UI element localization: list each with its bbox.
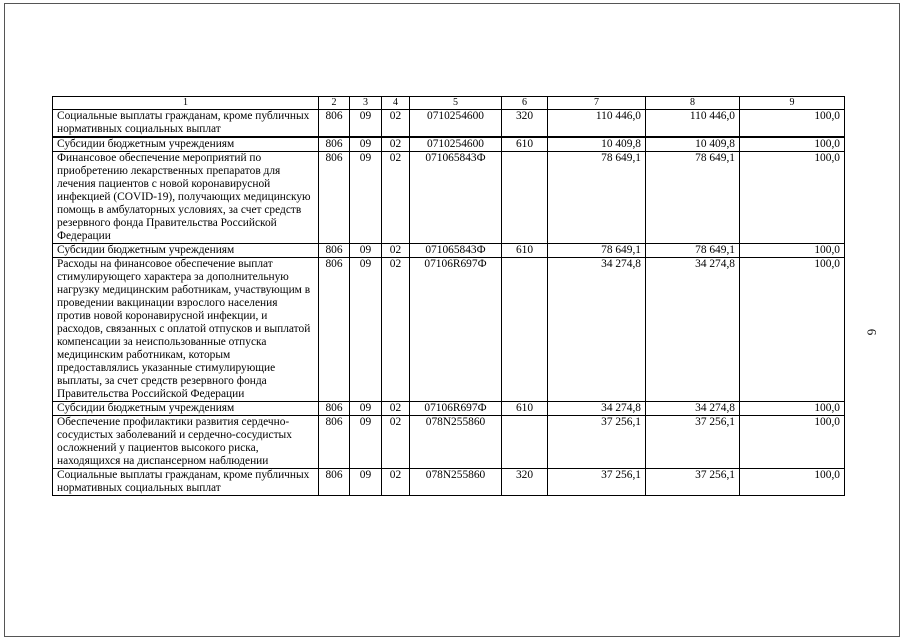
cell-actual-amount: 37 256,1: [646, 469, 740, 496]
cell-expense-type: 320: [502, 469, 548, 496]
cell-section-code: 806: [319, 244, 350, 258]
cell-section-code: 806: [319, 402, 350, 416]
cell-name: Расходы на финансовое обеспечение выплат стимулирующего характера за дополнительную нагрузку медицинским работникам, участвующим в проведении вакцинации взрослого населения против новой коронавирусной инфекции, и расходов, связанных с оплатой отпусков и выплатой компенсации за неиспользованные отпуска медицинским работникам, которым предоставлялись указанные стимулирующие выплаты, за счет средств резервного фонда Правительства Российской Федерации: [53, 258, 319, 402]
table-row: [53, 469, 845, 496]
cell-expense-type: 610: [502, 402, 548, 416]
cell-item-code: 02: [382, 110, 410, 138]
cell-name: Субсидии бюджетным учреждениям: [53, 137, 319, 152]
cell-section-code: 806: [319, 469, 350, 496]
cell-section-code: 806: [319, 110, 350, 138]
cell-subsection-code: 09: [350, 137, 382, 152]
cell-subsection-code: 09: [350, 402, 382, 416]
cell-planned-amount: 34 274,8: [548, 258, 646, 402]
budget-table: [52, 96, 845, 496]
header-col-5: 5: [410, 97, 502, 110]
cell-percent: 100,0: [740, 244, 845, 258]
table-row: [53, 258, 845, 402]
cell-expense-type: [502, 152, 548, 244]
cell-planned-amount: 110 446,0: [548, 110, 646, 138]
header-col-4: 4: [382, 97, 410, 110]
cell-expense-type: 610: [502, 137, 548, 152]
table-body: [53, 110, 845, 496]
cell-name: Финансовое обеспечение мероприятий по приобретению лекарственных препаратов для лечения пациентов с новой коронавирусной инфекцией (COVID-19), получающих медицинскую помощь в амбулаторных условиях, за счет средств резервного фонда Правительства Российской Федерации: [53, 152, 319, 244]
cell-target-code: 071065843Ф: [410, 152, 502, 244]
cell-percent: 100,0: [740, 152, 845, 244]
table-row: [53, 402, 845, 416]
cell-item-code: 02: [382, 244, 410, 258]
cell-percent: 100,0: [740, 110, 845, 138]
cell-target-code: 078N255860: [410, 469, 502, 496]
header-col-8: 8: [646, 97, 740, 110]
cell-actual-amount: 110 446,0: [646, 110, 740, 138]
table-row: [53, 110, 845, 138]
cell-actual-amount: 34 274,8: [646, 402, 740, 416]
header-col-3: 3: [350, 97, 382, 110]
cell-target-code: 078N255860: [410, 416, 502, 469]
table-row: [53, 416, 845, 469]
cell-item-code: 02: [382, 416, 410, 469]
table-header-row: [53, 97, 845, 110]
header-col-6: 6: [502, 97, 548, 110]
cell-name: Субсидии бюджетным учреждениям: [53, 402, 319, 416]
cell-subsection-code: 09: [350, 244, 382, 258]
cell-planned-amount: 37 256,1: [548, 416, 646, 469]
cell-target-code: 0710254600: [410, 137, 502, 152]
cell-planned-amount: 78 649,1: [548, 244, 646, 258]
cell-name: Социальные выплаты гражданам, кроме публичных нормативных социальных выплат: [53, 110, 319, 138]
cell-planned-amount: 34 274,8: [548, 402, 646, 416]
cell-expense-type: [502, 416, 548, 469]
cell-subsection-code: 09: [350, 469, 382, 496]
cell-item-code: 02: [382, 402, 410, 416]
cell-expense-type: 610: [502, 244, 548, 258]
page-number: 6: [864, 328, 880, 336]
cell-percent: 100,0: [740, 258, 845, 402]
cell-percent: 100,0: [740, 137, 845, 152]
cell-item-code: 02: [382, 152, 410, 244]
cell-target-code: 07106R697Ф: [410, 258, 502, 402]
table-row: [53, 137, 845, 152]
cell-target-code: 07106R697Ф: [410, 402, 502, 416]
cell-section-code: 806: [319, 137, 350, 152]
cell-subsection-code: 09: [350, 258, 382, 402]
cell-item-code: 02: [382, 258, 410, 402]
header-col-1: 1: [53, 97, 319, 110]
header-col-7: 7: [548, 97, 646, 110]
cell-planned-amount: 78 649,1: [548, 152, 646, 244]
cell-percent: 100,0: [740, 416, 845, 469]
cell-name: Субсидии бюджетным учреждениям: [53, 244, 319, 258]
header-col-9: 9: [740, 97, 845, 110]
cell-planned-amount: 10 409,8: [548, 137, 646, 152]
cell-section-code: 806: [319, 258, 350, 402]
cell-actual-amount: 78 649,1: [646, 244, 740, 258]
cell-subsection-code: 09: [350, 152, 382, 244]
cell-section-code: 806: [319, 416, 350, 469]
table-row: [53, 244, 845, 258]
cell-name: Социальные выплаты гражданам, кроме публичных нормативных социальных выплат: [53, 469, 319, 496]
cell-target-code: 0710254600: [410, 110, 502, 138]
cell-actual-amount: 34 274,8: [646, 258, 740, 402]
cell-actual-amount: 78 649,1: [646, 152, 740, 244]
cell-subsection-code: 09: [350, 416, 382, 469]
cell-expense-type: [502, 258, 548, 402]
cell-item-code: 02: [382, 469, 410, 496]
cell-expense-type: 320: [502, 110, 548, 138]
cell-actual-amount: 10 409,8: [646, 137, 740, 152]
cell-percent: 100,0: [740, 469, 845, 496]
cell-planned-amount: 37 256,1: [548, 469, 646, 496]
cell-section-code: 806: [319, 152, 350, 244]
header-col-2: 2: [319, 97, 350, 110]
table-row: [53, 152, 845, 244]
cell-actual-amount: 37 256,1: [646, 416, 740, 469]
cell-item-code: 02: [382, 137, 410, 152]
cell-target-code: 071065843Ф: [410, 244, 502, 258]
cell-subsection-code: 09: [350, 110, 382, 138]
cell-percent: 100,0: [740, 402, 845, 416]
cell-name: Обеспечение профилактики развития сердечно-сосудистых заболеваний и сердечно-сосудистых осложнений у пациентов высокого риска, находящихся на диспансерном наблюдении: [53, 416, 319, 469]
